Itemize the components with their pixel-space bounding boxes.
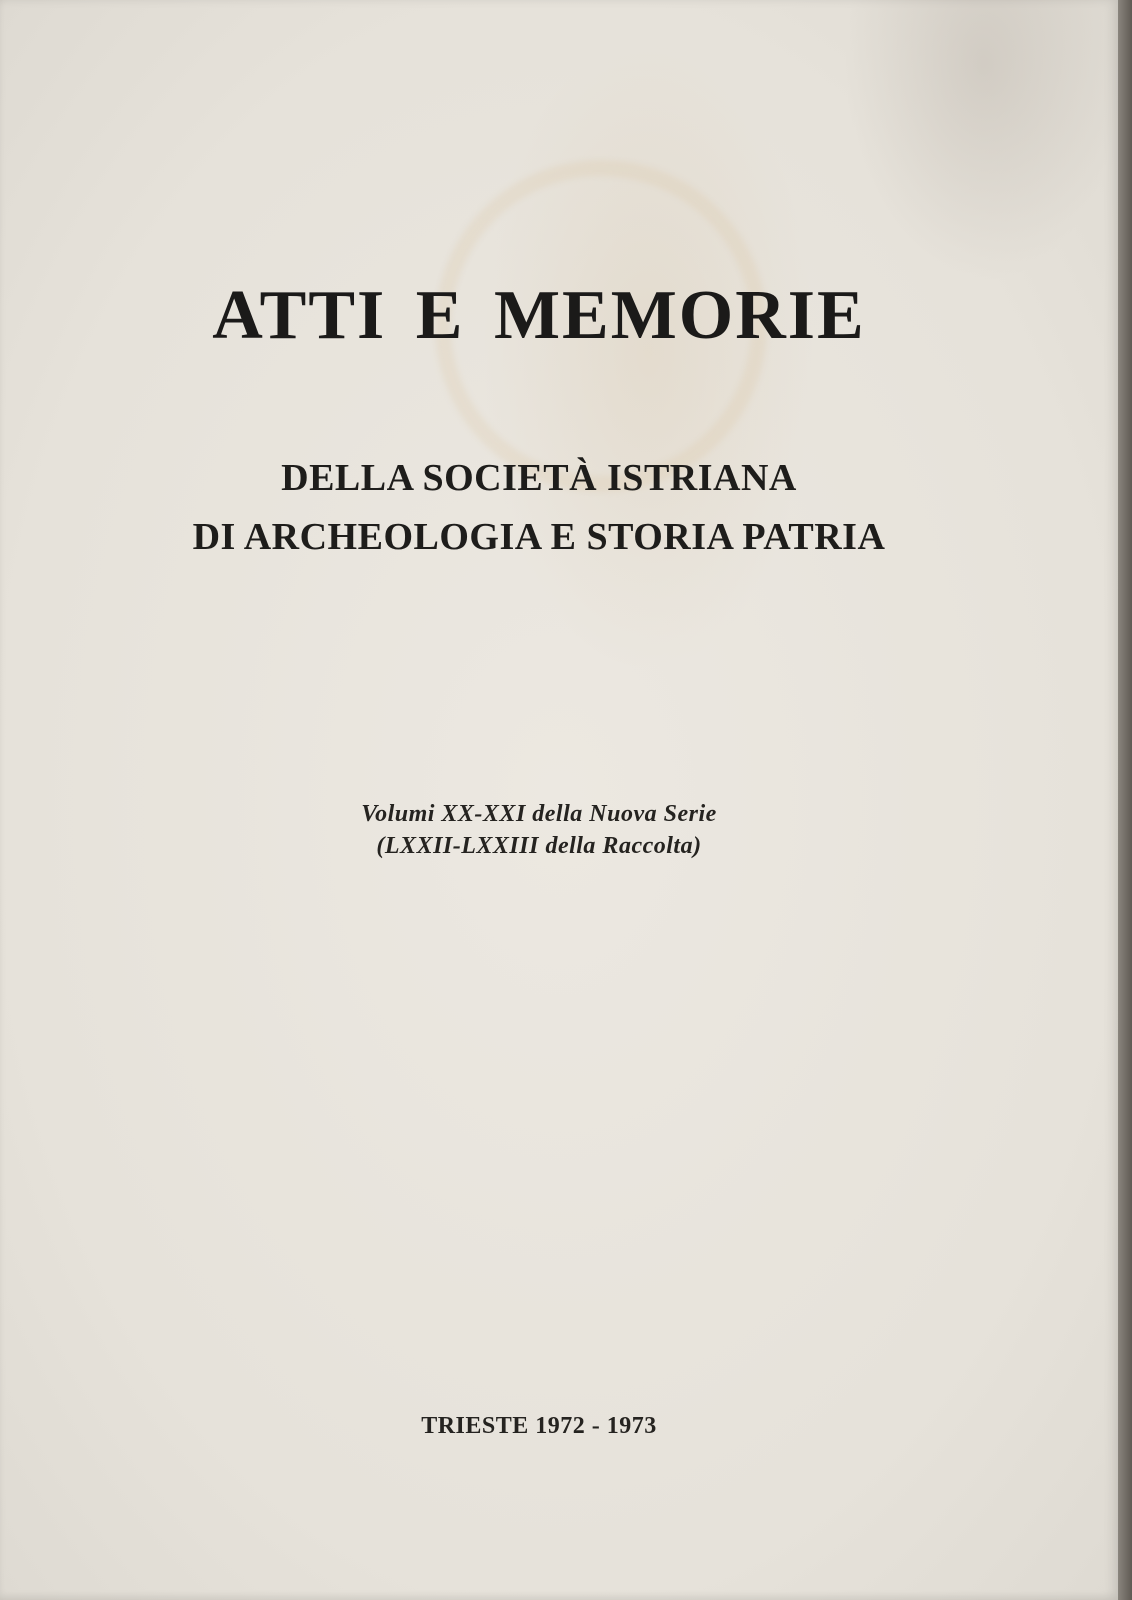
place-and-years: TRIESTE 1972 - 1973 — [421, 1413, 657, 1439]
volume-info-line-2: (LXXII-LXXIII della Raccolta) — [376, 833, 702, 859]
cover-title: ATTI E MEMORIE — [212, 277, 866, 354]
volume-info-line-1: Volumi XX-XXI della Nuova Serie — [361, 801, 717, 827]
book-spine-edge — [1118, 0, 1132, 1600]
cover-subtitle-line-2: DI ARCHEOLOGIA E STORIA PATRIA — [192, 516, 886, 558]
cover-subtitle-line-1: DELLA SOCIETÀ ISTRIANA — [281, 457, 797, 499]
